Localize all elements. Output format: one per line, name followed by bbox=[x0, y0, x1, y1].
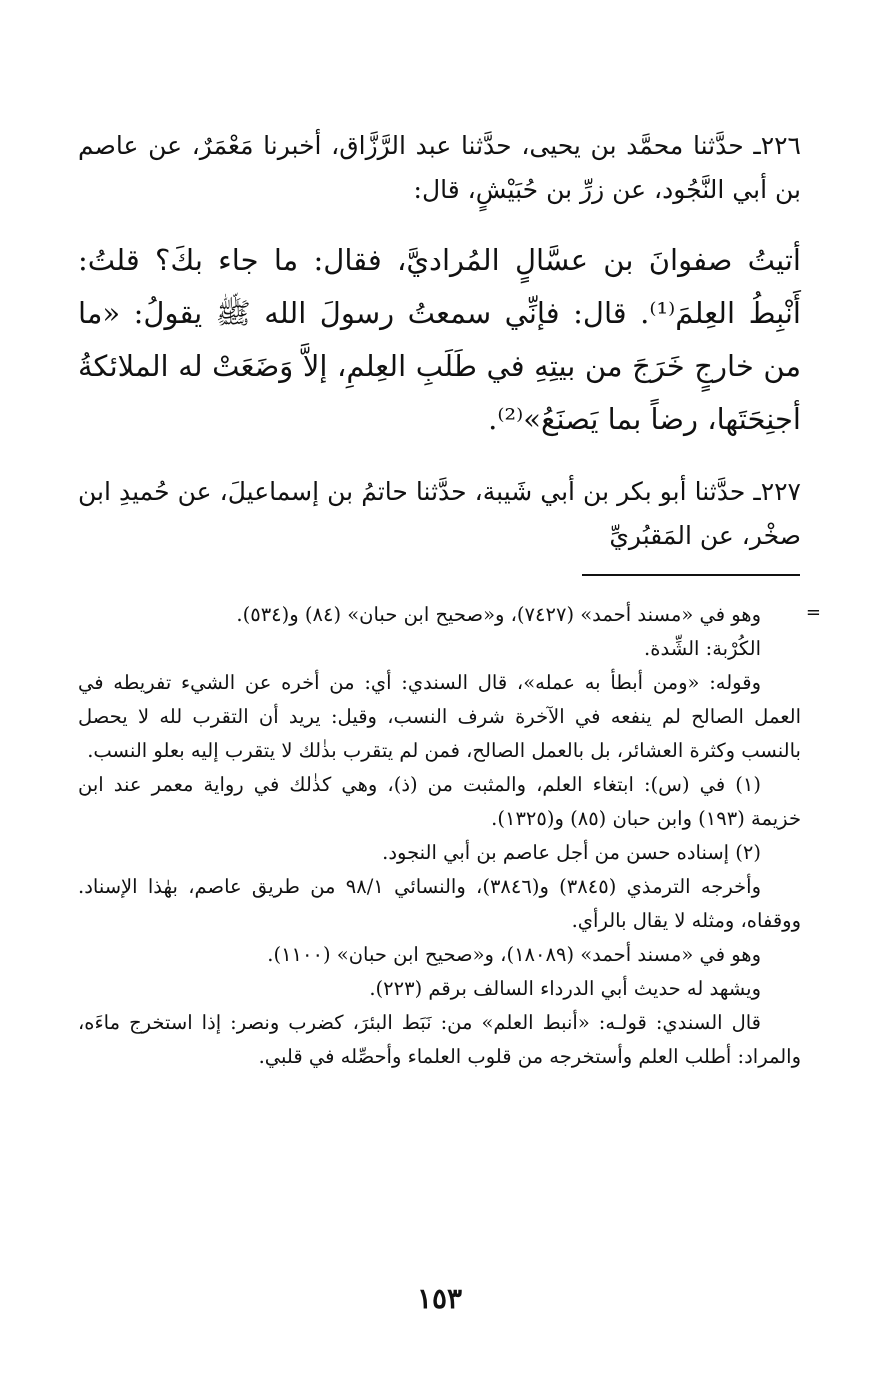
footnote-continuation-mark: = bbox=[805, 602, 821, 623]
footnote-separator bbox=[582, 574, 800, 576]
footnote-line: وقوله: «ومن أبطأ به عمله»، قال السندي: أي: من أخره عن الشيء تفريطه في العمل الصالح لم ينفعه في الآخرة شرف النسب، وقيل: يريد أن التقرب لله لا يحصل بالنسب وكثرة العشائر، بل بالعمل الصالح، فمن لم يتقرب بذٰلك لا يتقرب إليه بعلو النسب. bbox=[78, 671, 801, 762]
footnote-2: (٢) إسناده حسن من أجل عاصم بن أبي النجود. bbox=[382, 841, 761, 864]
footnote-1: (١) في (س): ابتغاء العلم، والمثبت من (ذ)، وهي كذٰلك في رواية معمر عند ابن خزيمة (١٩٣) وابن حبان (٨٥) و(١٣٢٥). bbox=[78, 773, 801, 830]
hadith-226-isnad: ٢٢٦ـ حدَّثنا محمَّد بن يحيى، حدَّثنا عبد الرَّزَّاق، أخبرنا مَعْمَرٌ، عن عاصم بن أبي النَّجُود، عن زرِّ بن حُبَيْشٍ، قال: bbox=[78, 131, 801, 204]
footnote-line: ويشهد له حديث أبي الدرداء السالف برقم (٢٢٣). bbox=[369, 977, 761, 1000]
footnote-line: الكُرْبة: الشِّدة. bbox=[644, 637, 761, 660]
footnotes bbox=[78, 598, 801, 1074]
footnote-line: وهو في «مسند أحمد» (١٨٠٨٩)، و«صحيح ابن حبان» (١١٠٠). bbox=[267, 943, 761, 966]
footnote-line: قال السندي: قولـه: «أنبط العلم» من: نَبَط البئرَ، كضرب ونصر: إذا استخرج ماءَه، والمراد: أطلب العلم وأستخرجه من قلوب العلماء وأحصِّله في قلبي. bbox=[78, 1011, 801, 1068]
page-number: ١٥٣ bbox=[416, 1282, 463, 1315]
footnote-line: وأخرجه الترمذي (٣٨٤٥) و(٣٨٤٦)، والنسائي ٩٨/١ من طريق عاصم، بهٰذا الإسناد. ووقفاه، ومثله لا يقال بالرأي. bbox=[78, 875, 801, 932]
footnote-line: وهو في «مسند أحمد» (٧٤٢٧)، و«صحيح ابن حبان» (٨٤) و(٥٣٤). bbox=[236, 603, 761, 626]
hadith-226-matn: أتيتُ صفوانَ بن عسَّالٍ المُراديَّ، فقال: ما جاء بكَ؟ قلتُ: أَنْبِطُ العِلمَ⁽¹⁾. قال: فإنِّي سمعتُ رسولَ الله ﷺ يقولُ: «ما من خارجٍ خَرَجَ من بيتِهِ في طَلَبِ العِلمِ، إلاَّ وَضَعَتْ له الملائكةُ أجنِحَتَها، رضاً بما يَصنَعُ»⁽²⁾. bbox=[78, 243, 801, 436]
hadith-227-isnad: ٢٢٧ـ حدَّثنا أبو بكر بن أبي شَيبة، حدَّثنا حاتمُ بن إسماعيلَ، عن حُميدِ ابن صخْر، عن المَقبُريِّ bbox=[78, 477, 801, 550]
